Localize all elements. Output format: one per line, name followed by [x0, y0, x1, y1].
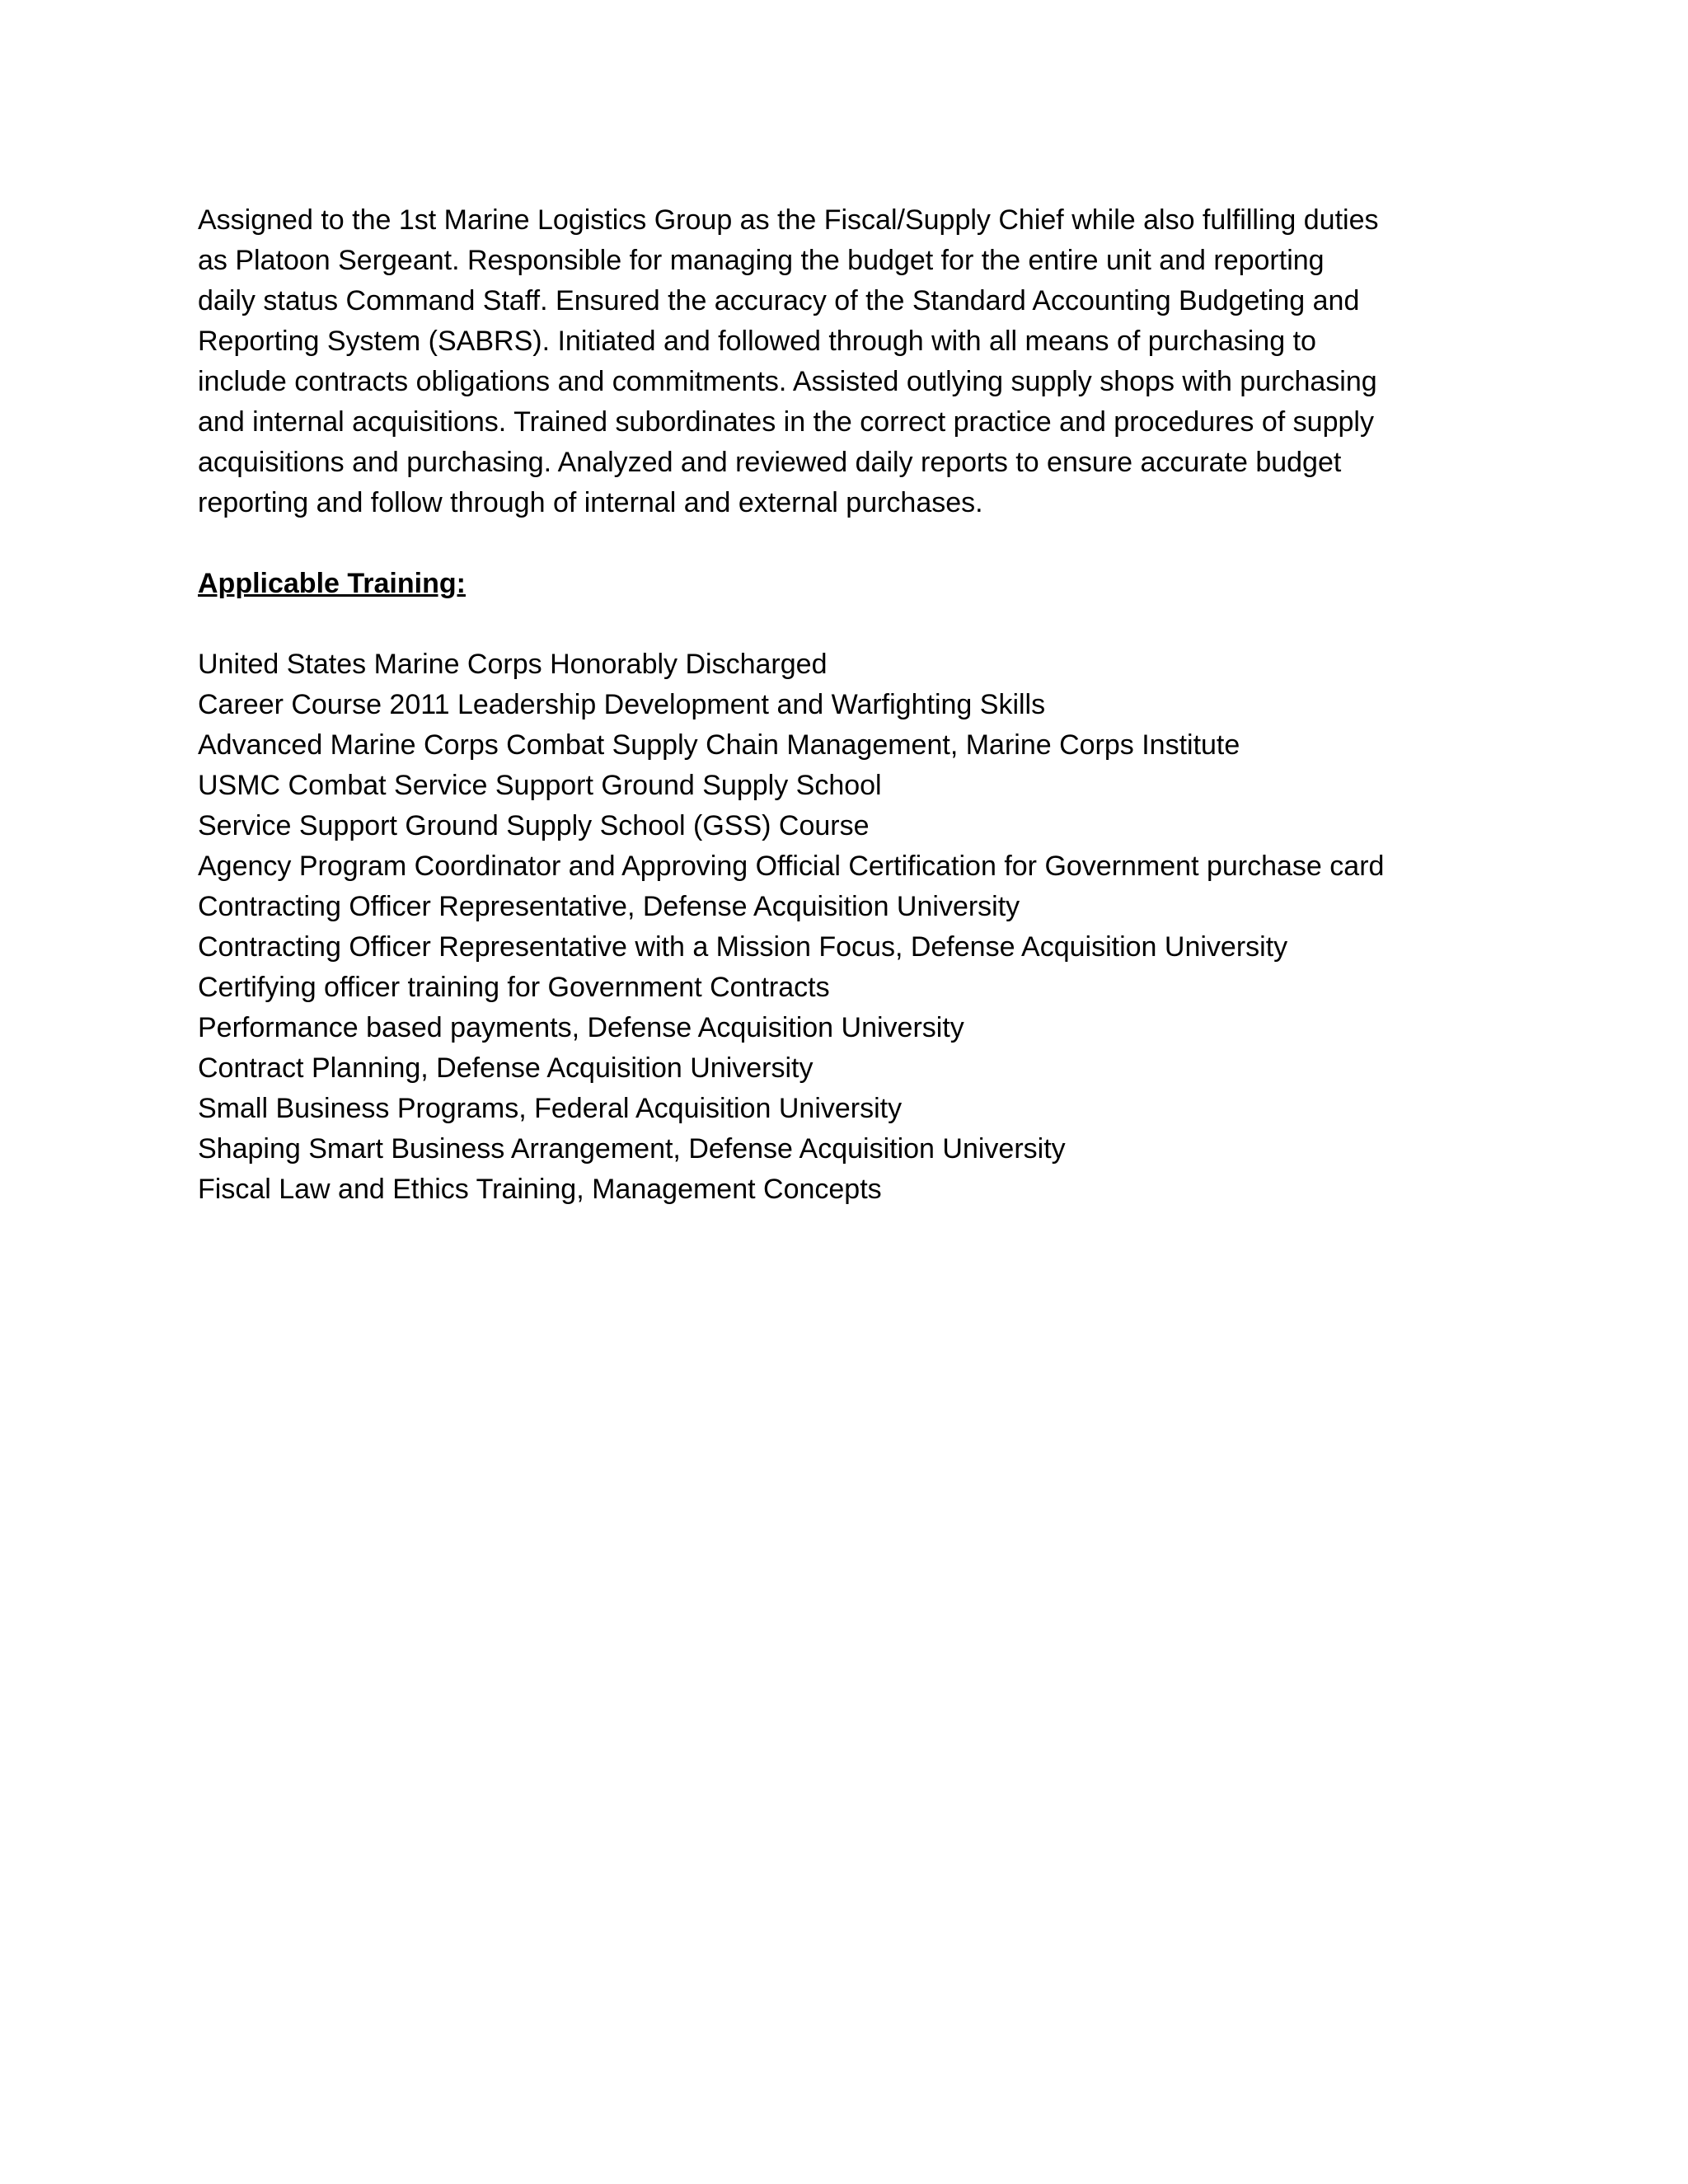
training-item: United States Marine Corps Honorably Discharged [198, 649, 828, 680]
training-item: Contracting Officer Representative, Defense Acquisition University [198, 891, 1020, 922]
document-content [198, 200, 1517, 1210]
training-item: Shaping Smart Business Arrangement, Defense Acquisition University [198, 1133, 1066, 1165]
paragraph-line: acquisitions and purchasing. Analyzed and reviewed daily reports to ensure accurate budget [198, 447, 1342, 478]
training-item: Service Support Ground Supply School (GSS) Course [198, 810, 870, 841]
paragraph-line: include contracts obligations and commitments. Assisted outlying supply shops with purchasing [198, 366, 1377, 397]
training-item: Performance based payments, Defense Acquisition University [198, 1012, 964, 1043]
paragraph-line: reporting and follow through of internal and external purchases. [198, 487, 983, 518]
training-item: Small Business Programs, Federal Acquisition University [198, 1093, 903, 1124]
training-list [198, 644, 1517, 1210]
training-item: Certifying officer training for Government Contracts [198, 972, 830, 1003]
training-item: Career Course 2011 Leadership Development and Warfighting Skills [198, 689, 1046, 720]
paragraph-line: daily status Command Staff. Ensured the accuracy of the Standard Accounting Budgeting and [198, 285, 1360, 316]
training-item: Agency Program Coordinator and Approving Official Certification for Government purchase card [198, 851, 1385, 882]
paragraph-line: Reporting System (SABRS). Initiated and followed through with all means of purchasing to [198, 326, 1316, 357]
summary-paragraph [198, 200, 1517, 523]
paragraph-line: and internal acquisitions. Trained subordinates in the correct practice and procedures of supply [198, 406, 1374, 438]
training-item: USMC Combat Service Support Ground Supply School [198, 770, 882, 801]
training-item: Contracting Officer Representative with a Mission Focus, Defense Acquisition University [198, 931, 1288, 963]
training-item: Advanced Marine Corps Combat Supply Chain Management, Marine Corps Institute [198, 729, 1240, 761]
training-item: Contract Planning, Defense Acquisition University [198, 1052, 814, 1084]
paragraph-line: as Platoon Sergeant. Responsible for managing the budget for the entire unit and reporting [198, 245, 1325, 276]
training-heading: Applicable Training: [198, 568, 466, 599]
training-item: Fiscal Law and Ethics Training, Management Concepts [198, 1174, 882, 1205]
paragraph-line: Assigned to the 1st Marine Logistics Group as the Fiscal/Supply Chief while also fulfilling duties [198, 204, 1379, 236]
